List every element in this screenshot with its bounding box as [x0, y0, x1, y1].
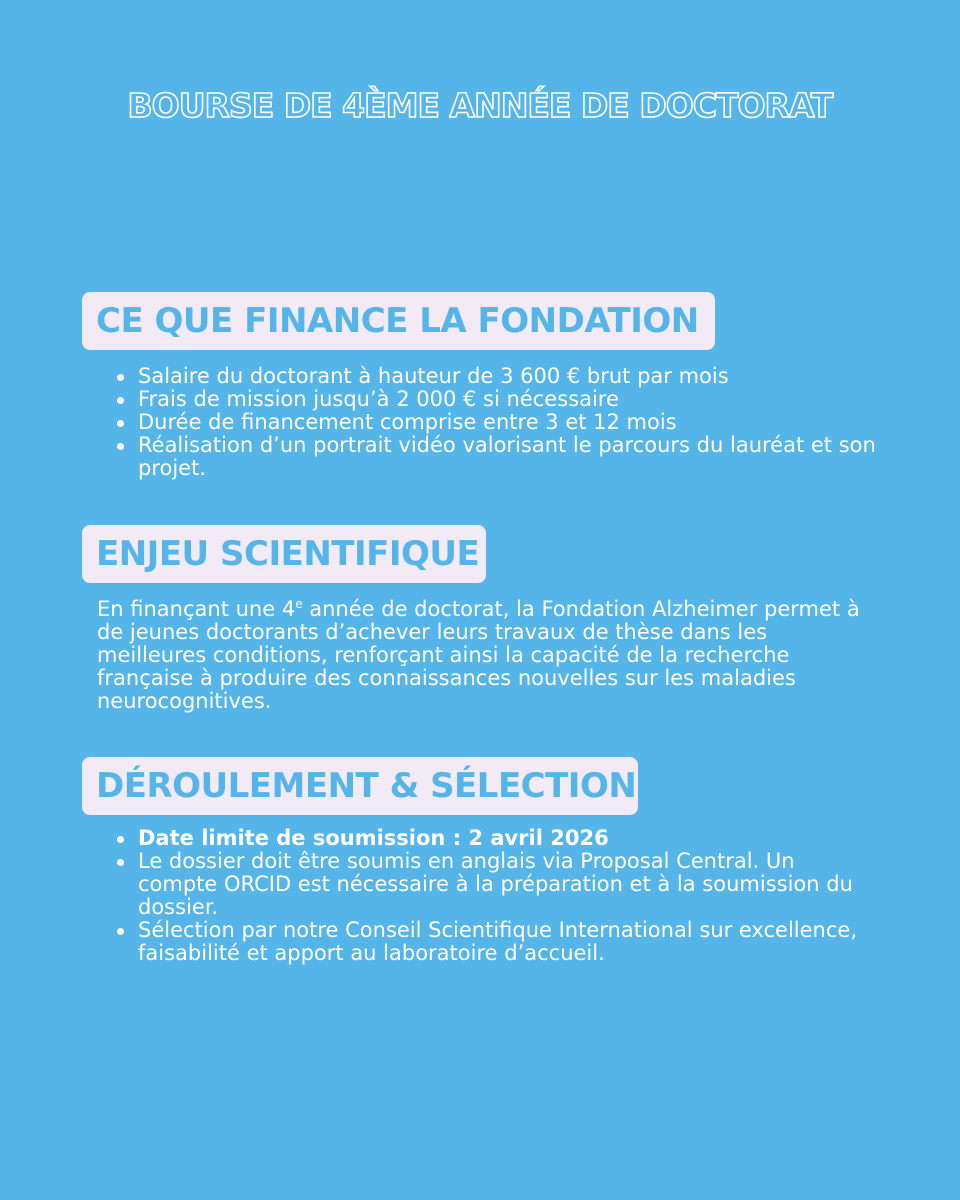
page-title: BOURSE DE 4ÈME ANNÉE DE DOCTORAT	[127, 86, 833, 125]
paragraph-text-start: En finançant une 4	[97, 597, 296, 621]
list-item: Salaire du doctorant à hauteur de 3 600 € brut par mois	[138, 365, 878, 388]
enjeu-paragraph	[97, 598, 867, 713]
list-item: Durée de financement comprise entre 3 et 12 mois	[138, 411, 878, 434]
deadline-item: Date limite de soumission : 2 avril 2026	[138, 827, 878, 850]
section-heading-finance: CE QUE FINANCE LA FONDATION	[82, 292, 715, 350]
finance-list	[114, 365, 878, 480]
list-item: Frais de mission jusqu’à 2 000 € si nécessaire	[138, 388, 878, 411]
section-heading-enjeu: ENJEU SCIENTIFIQUE	[82, 525, 486, 583]
deroulement-list	[114, 827, 878, 965]
ordinal-superscript: e	[295, 597, 303, 611]
list-item: Réalisation d’un portrait vidéo valorisant le parcours du lauréat et son projet.	[138, 434, 878, 480]
list-item: Sélection par notre Conseil Scientifique International sur excellence, faisabilité et apport au laboratoire d’accueil.	[138, 919, 878, 965]
list-item: Le dossier doit être soumis en anglais via Proposal Central. Un compte ORCID est nécessaire à la préparation et à la soumission du dossier.	[138, 850, 878, 919]
section-heading-deroulement: DÉROULEMENT & SÉLECTION	[82, 757, 638, 815]
paragraph-text-end: année de doctorat, la Fondation Alzheimer permet à de jeunes doctorants d’achever leurs travaux de thèse dans les meilleures conditions, renforçant ainsi la capacité de la recherche française à produire des connaissances nouvelles sur les maladies neurocognitives.	[97, 597, 860, 713]
